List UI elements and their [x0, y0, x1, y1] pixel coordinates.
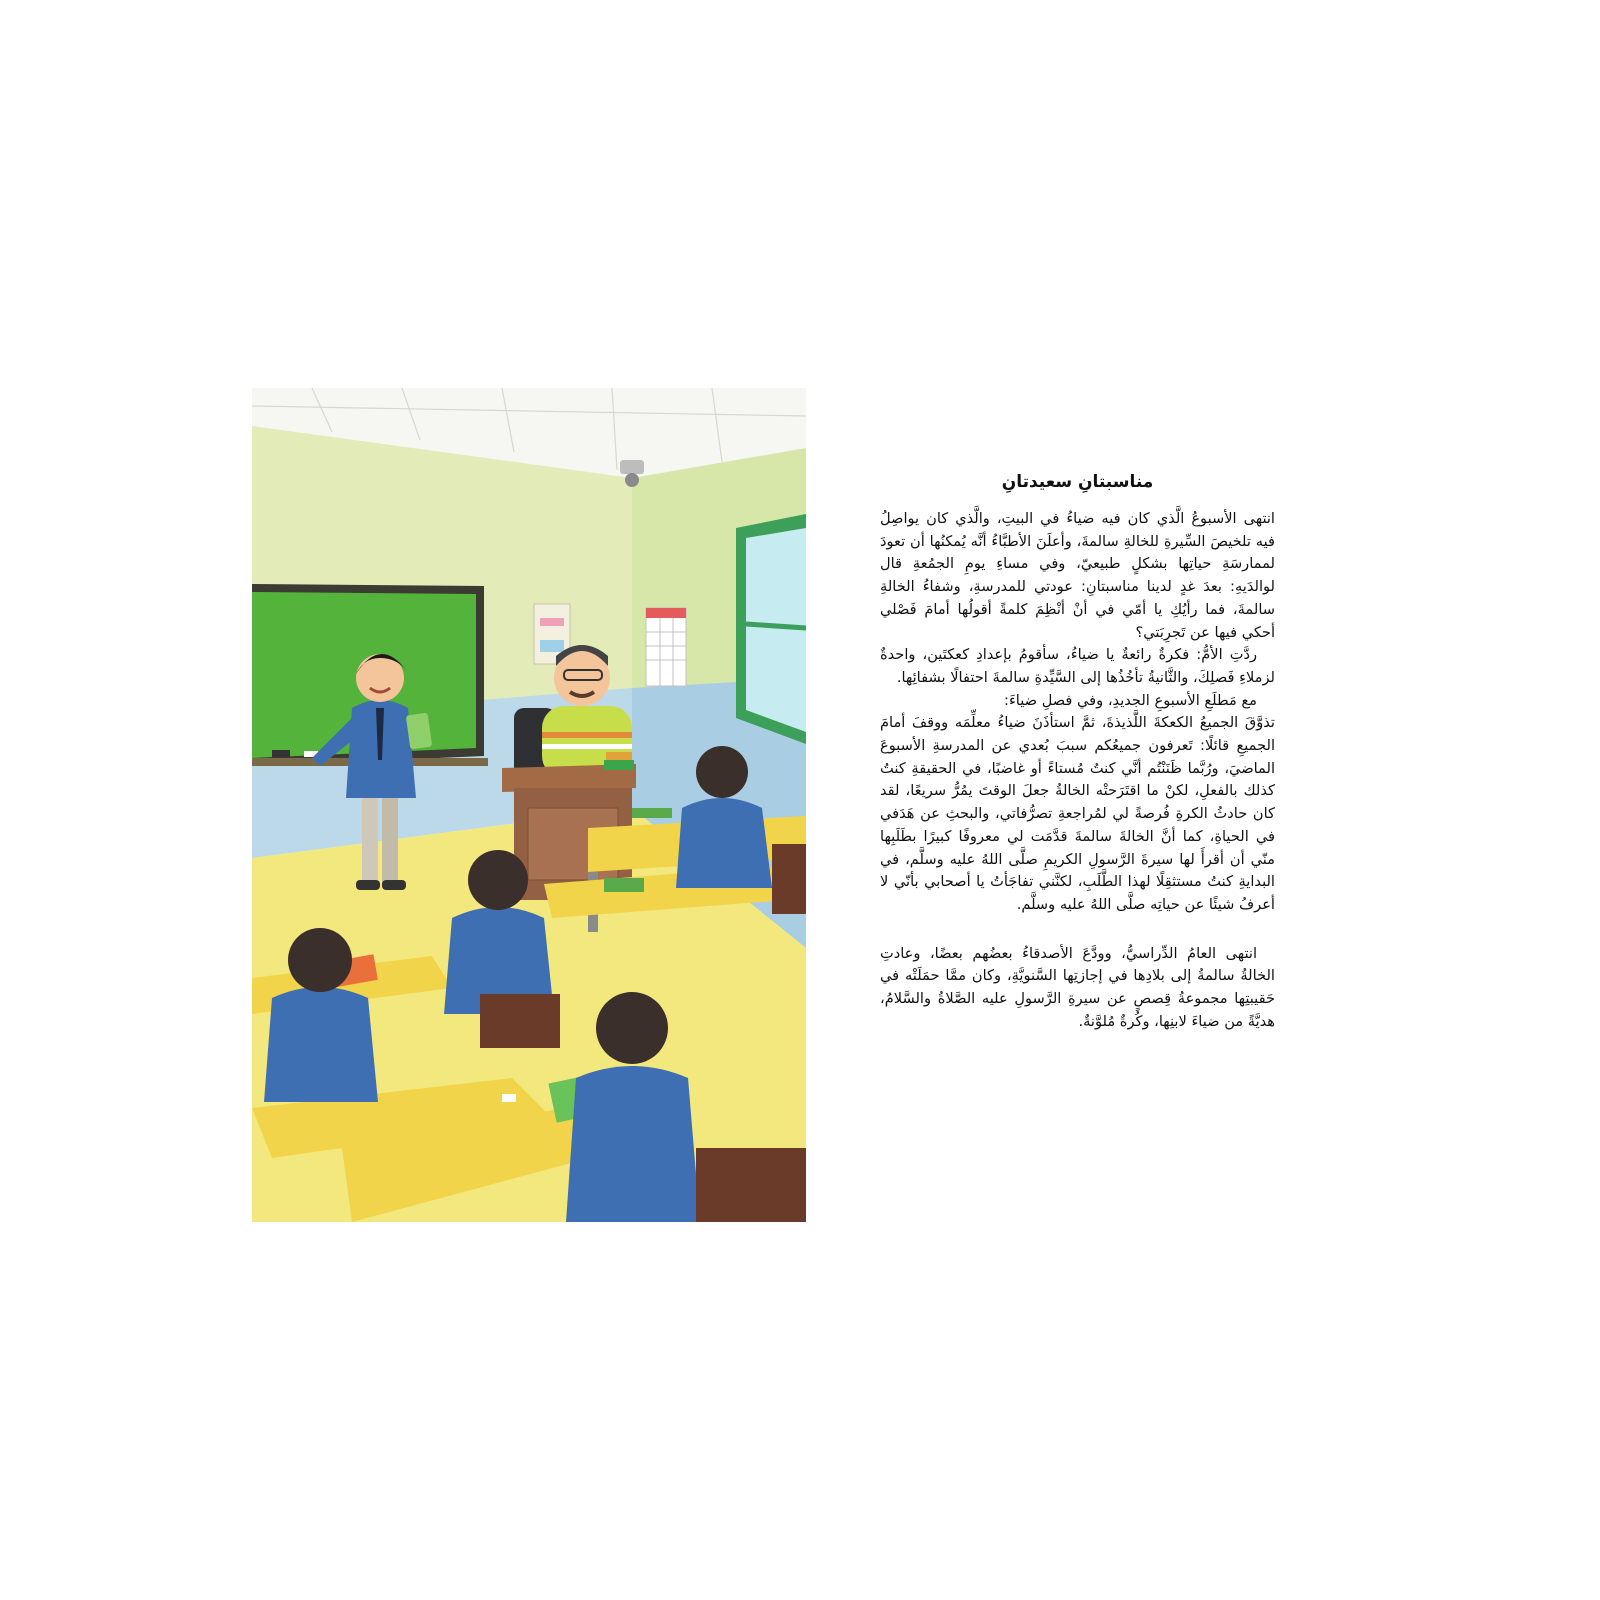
paragraph: انتهى الأسبوعُ الَّذي كان فيه ضياءُ في البيتِ، والَّذي كان يواصِلُ فيه تلخيصَ السِّيرةِ للخالةِ سالمةَ، وأعلَنَ الأطبَّاءُ أنَّه يُمكنُها أن تعودَ لممارسَةِ حياتِها بشكلٍ طبيعيّ، وفي مساءِ يومِ الجمُعةِ قال لوالدَيهِ: بعدَ غدٍ لدينا مناسبتانِ: عودتي للمدرسةِ، وشفاءُ الخالةِ سالمةَ، فما رأيُكِ يا أمّي في أنْ أنْظِمَ كلمةً أقولُها أمامَ فَصْلي أحكي فيها عن تَجرِبَتي؟ — [880, 510, 1275, 641]
paragraph: ردَّتِ الأمُّ: فكرةٌ رائعةٌ يا ضياءُ، سأقومُ بإعدادِ كعكتَين، واحدةٌ لزملاءِ فَصلِكَ، والثَّانيةُ تأخُذُها إلى السَّيِّدةِ سالمةَ احتفالًا بشفائِها. — [880, 646, 1275, 686]
classroom-window — [736, 514, 806, 744]
story-title: مناسبتانِ سعيدتانِ — [1001, 472, 1154, 492]
paragraph: تذوَّقَ الجميعُ الكعكةَ اللَّذيذةَ، ثمَّ استأذَنَ ضياءُ معلِّمَه ووقفَ أمامَ الجميعِ قائلًا: تَعرفون جميعُكم سببَ بُعدي عن المدرسةِ الأسبوعَ الماضيَ، ورُبَّما ظَنَنْتُم أنَّي كنتُ مُستاءً أو غاضبًا، في الحقيقةِ كنتُ كذلك بالفعلِ، لكنْ ما اقتَرَحتْه الخالةُ جعلَ الوقتَ يمُرُّ سريعًا، لقد كان حادثُ الكرةِ فُرصةً لي لمُراجعةِ تصرُّفاتي، والبحثِ عن هَدَفي في الحياةِ، كما أنَّ الخالةَ سالمةَ قدَّمَت لي معروفًا كبيرًا بطَلَبِها منّي أن أقرأَ لها سيرةَ الرَّسولِ الكريمِ صلَّى اللهُ عليه وسلَّم، في البدايةِ كنتُ مستثقِلًا لهذا الطَّلَبِ، لكنَّني تفاجَأتُ يا أصحابي بأنّي لا أعرفُ شيئًا عن حياتِه صلَّى اللهُ عليه وسلَّم. — [880, 714, 1275, 913]
story-text — [880, 470, 1275, 1033]
paragraph: مع مَطلَعِ الأسبوعِ الجديدِ، وفي فصلِ ضياءَ: — [1004, 691, 1257, 709]
paragraph: انتهى العامُ الدِّراسيُّ، وودَّعَ الأصدقاءُ بعضُهم بعضًا، وعادتِ الخالةُ سالمةُ إلى بلادِها في إجازتِها السَّنويَّةِ، وكان ممَّا حمَلَتْه في حَقيبتِها مجموعةُ قِصصٍ عن سيرةِ الرَّسولِ عليه الصَّلاةُ والسَّلامُ، هديَّةً من ضياءَ لابنِها، وكُرةٌ مُلوَّنةٌ. — [880, 944, 1275, 1030]
classroom-scene — [252, 388, 806, 1222]
calendar-poster — [646, 608, 686, 686]
classroom-illustration — [252, 388, 806, 1222]
